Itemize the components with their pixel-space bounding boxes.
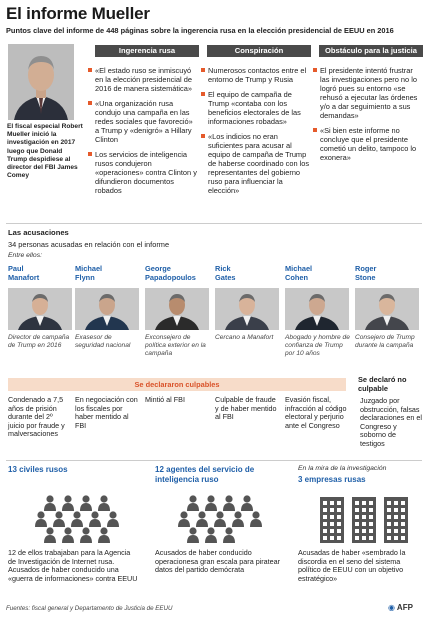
charge-text: Condenado a 7,5 años de prisión durante del 2º juicio por fraude y malversaciones <box>8 395 65 439</box>
not-guilty-label: Se declaró no culpable <box>358 375 407 393</box>
mueller-caption: El fiscal especial Robert Mueller inició la investigación en 2017 luego que Donald Trump despidiese al director del FBI James Comey <box>7 123 83 180</box>
accused-last-name: Papadopoulos <box>145 272 196 282</box>
person-icon <box>205 527 217 543</box>
accused-first-name: Michael <box>285 264 313 273</box>
person-photo-icon <box>8 288 72 330</box>
person-photo-icon <box>215 288 279 330</box>
person-icon <box>107 511 119 527</box>
accused-first-name: Roger <box>355 264 377 273</box>
accused-name <box>355 265 423 282</box>
accused-first-name: George <box>145 264 171 273</box>
bullet-text: «Una organización rusa condujo una campaña en las redes sociales que favoreció» a Trump y «denigró» a Hillary Clinton <box>88 99 198 144</box>
accused-name <box>8 265 76 282</box>
bullet-text: El equipo de campaña de Trump «contaba con los beneficios electorales de las informaciones robadas» <box>201 90 311 126</box>
accused-last-name: Manafort <box>8 272 40 282</box>
person-icon <box>196 511 208 527</box>
accusations-summary: 34 personas acusadas en relación con el informe <box>8 240 170 249</box>
person-icon <box>187 495 199 511</box>
person-icon <box>53 511 65 527</box>
agency-logo <box>388 603 413 612</box>
accused-description: Exasesor de seguridad nacional <box>75 334 131 349</box>
group-heading: 12 agentes del servicio de inteligencia ruso <box>155 465 255 484</box>
sources-footer: Fuentes: fiscal general y Departamento de Justicia de EEUU <box>6 605 173 612</box>
group-icon-grid <box>316 493 416 545</box>
accused-photo <box>285 288 349 330</box>
accused-photo <box>145 288 209 330</box>
column-header-conspiracy: Conspiración <box>207 45 311 57</box>
group-description: Acusados de haber conducido operacionesa gran escala para piratear datos del partido demócrata <box>155 548 281 575</box>
person-icon <box>98 495 110 511</box>
accused-photo <box>355 288 419 330</box>
page-title: El informe Mueller <box>6 4 150 23</box>
charge-text: Evasión fiscal, infracción al código electoral y perjurio ante el Congreso <box>285 395 347 430</box>
mueller-portrait-icon <box>8 44 74 120</box>
accused-photo <box>75 288 139 330</box>
group-heading: 13 civiles rusos <box>8 465 68 474</box>
accused-photo <box>8 288 72 330</box>
afp-logo-icon: ◉ <box>388 603 395 612</box>
charge-text: Mintió al FBI <box>145 395 185 404</box>
group-heading: 3 empresas rusas <box>298 475 366 484</box>
accused-name <box>75 265 143 282</box>
bullet-text: «Si bien este informe no concluye que el presidente cometió un delito, tampoco lo exonera» <box>313 126 423 162</box>
accused-first-name: Michael <box>75 264 103 273</box>
divider <box>6 223 422 224</box>
bullet-text: Numerosos contactos entre el entorno de Trump y Rusia <box>201 66 311 84</box>
accused-description: Exconsejero de política exterior en la campaña <box>145 334 206 357</box>
building-icon <box>384 497 408 543</box>
person-icon <box>187 527 199 543</box>
charge-text: Culpable de fraude y de haber mentido al FBI <box>215 395 277 422</box>
accused-last-name: Flynn <box>75 272 95 282</box>
person-photo-icon <box>75 288 139 330</box>
bullet-text: El presidente intentó frustrar las investigaciones pero no lo logró pues su entorno «se rehusó a ejecutar las órdenes y/o a dar seguimiento a sus demandas» <box>313 66 423 120</box>
person-icon <box>178 511 190 527</box>
person-icon <box>62 527 74 543</box>
accused-description: Director de campaña de Trump en 2016 <box>8 334 70 349</box>
building-icon <box>320 497 344 543</box>
person-icon <box>232 511 244 527</box>
mueller-portrait <box>8 44 74 120</box>
guilty-banner <box>8 378 346 391</box>
person-icon <box>44 527 56 543</box>
accused-last-name: Stone <box>355 272 376 282</box>
accused-last-name: Cohen <box>285 272 308 282</box>
accused-description: Cercano a Manafort <box>215 334 274 341</box>
accused-first-name: Rick <box>215 264 231 273</box>
column-header-obstruction: Obstáculo para la justicia <box>319 45 423 57</box>
group-icon-grid <box>173 493 267 545</box>
group-description: 12 de ellos trabajaban para la Agencia de Investigación de Internet rusa. Acusados de haber conducido una «guerra de informaciones» contra EEUU <box>8 548 138 583</box>
person-icon <box>35 511 47 527</box>
person-icon <box>89 511 101 527</box>
accused-first-name: Paul <box>8 264 24 273</box>
bullet-text: Los servicios de inteligencia rusos condujeron «operaciones» contra Clinton y difundieron documentos robados <box>88 150 198 195</box>
bullet-text: «El estado ruso se inmiscuyó en la elección presidencial de 2016 de manera sistemática» <box>88 66 198 93</box>
person-icon <box>223 495 235 511</box>
accused-last-name: Gates <box>215 272 236 282</box>
person-icon <box>98 527 110 543</box>
group-description: Acusadas de haber «sembrado la discordia en el seno del sistema político de EEUU con un objetivo estratégico» <box>298 548 406 583</box>
bullet-text: «Los indicios no eran suficientes para acusar al equipo de campaña de Trump de haberse coordinado con los representantes del gobierno ruso para influenciar la elección» <box>201 132 311 195</box>
person-photo-icon <box>145 288 209 330</box>
column-header-russian-interference: Ingerencia rusa <box>95 45 199 57</box>
group-icon-grid <box>30 493 124 545</box>
accused-description: Abogado y hombre de confianza de Trump por 10 años <box>285 334 350 357</box>
agency-name: AFP <box>396 603 413 612</box>
person-photo-icon <box>355 288 419 330</box>
page-subtitle: Puntos clave del informe de 448 páginas sobre la ingerencia rusa en la elección presidencial de EEUU en 2016 <box>6 26 394 35</box>
person-icon <box>214 511 226 527</box>
person-icon <box>71 511 83 527</box>
divider <box>6 460 422 461</box>
charge-text: En negociación con los fiscales por haber mentido al FBI <box>75 395 138 430</box>
accused-description: Consejero de Trump durante la campaña <box>355 334 415 349</box>
building-icon <box>352 497 376 543</box>
person-icon <box>80 495 92 511</box>
column-russian-interference <box>88 66 198 201</box>
person-photo-icon <box>285 288 349 330</box>
column-obstruction <box>313 66 423 168</box>
person-icon <box>241 495 253 511</box>
person-icon <box>205 495 217 511</box>
accused-name <box>215 265 283 282</box>
accusations-among: Entre ellos: <box>8 252 43 259</box>
group-small-label: En la mira de la investigación <box>298 465 387 472</box>
person-icon <box>80 527 92 543</box>
person-icon <box>223 527 235 543</box>
column-conspiracy <box>201 66 311 201</box>
person-icon <box>44 495 56 511</box>
person-icon <box>62 495 74 511</box>
accused-name <box>145 265 213 282</box>
accused-photo <box>215 288 279 330</box>
accused-name <box>285 265 353 282</box>
person-icon <box>250 511 262 527</box>
guilty-label: Se declararon culpables <box>134 380 220 389</box>
charge-text: Juzgado por obstrucción, falsas declaraciones en el Congreso y soborno de testigos <box>360 396 422 448</box>
accusations-heading: Las acusaciones <box>8 228 69 237</box>
